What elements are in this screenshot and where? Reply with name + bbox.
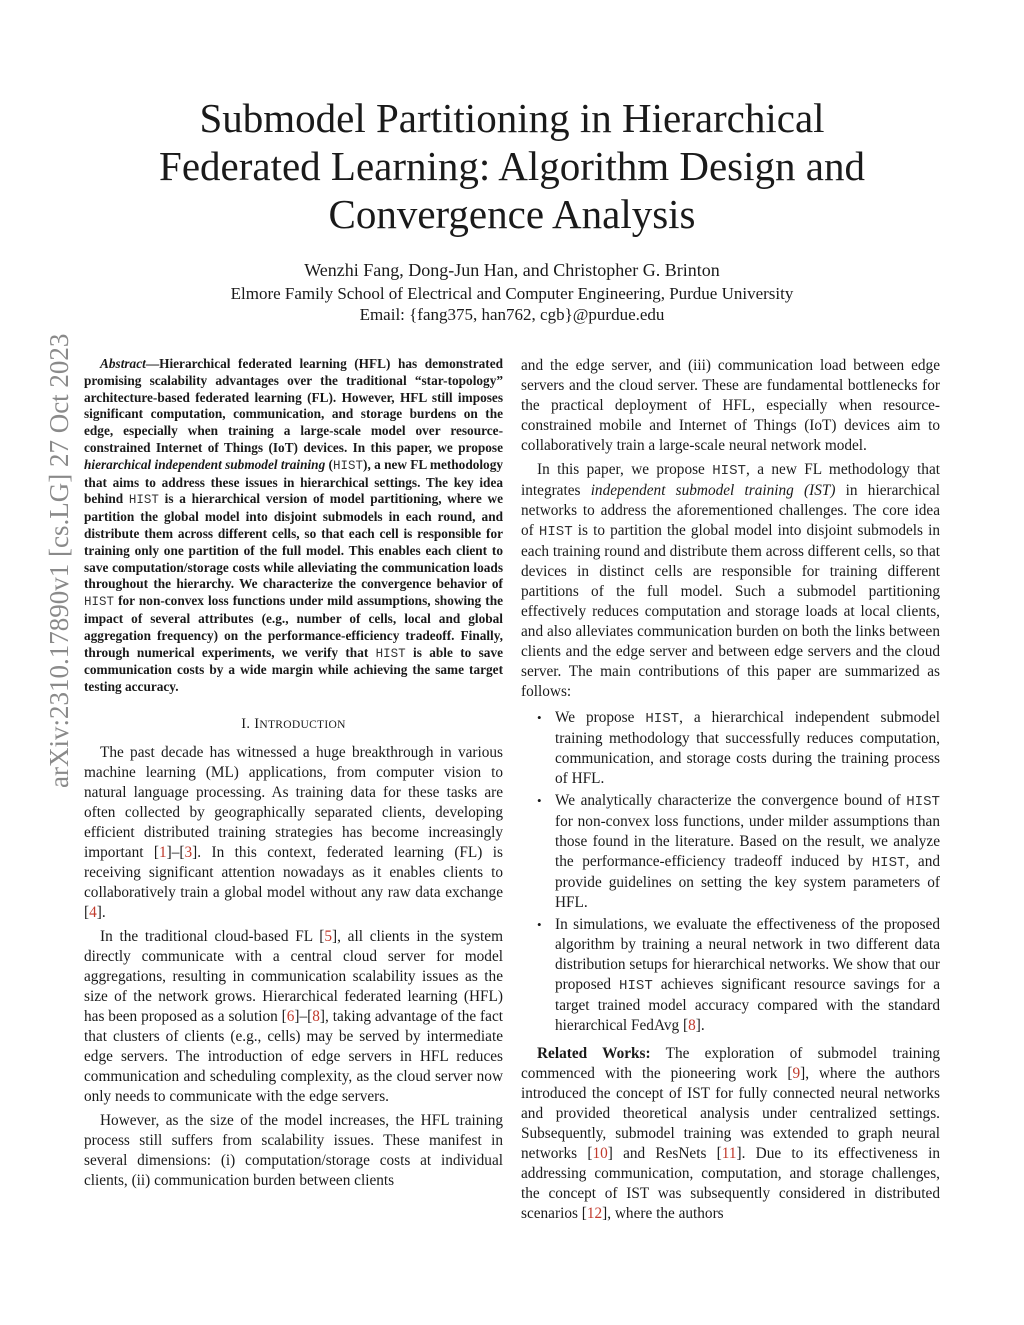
section-heading-introduction bbox=[84, 714, 503, 735]
citation-link[interactable]: 10 bbox=[592, 1145, 608, 1162]
bullet-icon: • bbox=[537, 917, 542, 932]
related-works-paragraph bbox=[521, 1044, 940, 1224]
bullet-icon: • bbox=[537, 793, 542, 808]
hist-code: HIST bbox=[333, 458, 364, 473]
text: The past decade has witnessed a huge breakthrough in various machine learning (ML) applications, from computer vision to natural language processing. As training data for these tasks are often collected by geographically separated clients, developing efficient distributed training strategies has become increasingly important [ bbox=[84, 743, 503, 861]
text: In simulations, we evaluate the effectiveness of the proposed algorithm by training a neural network in two different data distribution setups for hierarchical networks. We show that our proposed bbox=[555, 916, 940, 993]
intro-paragraph bbox=[84, 743, 503, 923]
intro-paragraph bbox=[521, 460, 940, 702]
text: , a hierarchical independent submodel training methodology that successfully reduces computation, communication, and storage costs during the training process of HFL. bbox=[555, 709, 940, 787]
text: for non-convex loss functions, under milder assumptions than those found in the literature. Based on the result, we analyze the performance-efficiency tradeoff induced by bbox=[555, 813, 940, 870]
list-item bbox=[537, 708, 940, 789]
hist-code: HIST bbox=[619, 978, 653, 994]
abstract bbox=[84, 356, 503, 696]
text: ]–[ bbox=[294, 1007, 313, 1025]
hist-code: HIST bbox=[645, 711, 680, 727]
ist-emphasis: independent submodel training (IST) bbox=[590, 482, 836, 499]
citation-link[interactable]: 8 bbox=[688, 1017, 696, 1034]
text: ], taking advantage of the fact that clusters of clients (e.g., cells) may be served by intermediate edge servers. The introduction of edge servers in HFL reduces communication and scheduling complexity, as the cloud server now only needs to communicate with the edge servers. bbox=[84, 1007, 503, 1105]
text: is to partition the global model into disjoint submodels in each training round and distribute them across different cells, so that devices in distinct cells are responsible for training different partitions of the full model. Such a submodel partitioning effectively reduces computation and storage loads at local clients, and also alleviates communication burden on both the links between clients and the edge server and between edge servers and the cloud server. The main contributions of this paper are summarized as follows: bbox=[521, 522, 940, 700]
text: achieves significant resource savings for a target trained model accuracy compared with the standard hierarchical FedAvg [ bbox=[555, 976, 941, 1034]
email: Email: {fang375, han762, cgb}@purdue.edu bbox=[359, 305, 665, 324]
right-column bbox=[521, 356, 940, 1228]
list-item bbox=[537, 915, 941, 1036]
citation-link[interactable]: 6 bbox=[286, 1007, 295, 1025]
citation-link[interactable]: 9 bbox=[792, 1065, 801, 1082]
bullet-icon: • bbox=[537, 710, 542, 725]
text: in hierarchical networks to address the aforementioned challenges. The core idea of bbox=[521, 482, 940, 539]
section-title-rest: NTRODUCTION bbox=[259, 718, 346, 731]
section-initial: I bbox=[254, 715, 260, 732]
text: ]. Due to its effectiveness in addressing communication, computation, and storage challenges, the concept of IST was subsequently considered in distributed scenarios [ bbox=[521, 1145, 940, 1222]
citation-link[interactable]: 11 bbox=[721, 1145, 737, 1162]
paper-title bbox=[100, 94, 924, 238]
citation-link[interactable]: 8 bbox=[312, 1007, 320, 1025]
citation-link[interactable]: 5 bbox=[324, 927, 333, 945]
contributions-list bbox=[521, 708, 940, 1036]
author-names: Wenzhi Fang, Dong-Jun Han, and Christopher G. Brinton bbox=[304, 260, 720, 280]
citation-link[interactable]: 1 bbox=[159, 843, 167, 861]
hist-code: HIST bbox=[871, 855, 906, 871]
text: ]. bbox=[96, 903, 106, 921]
abstract-text: ), a new FL methodology that aims to address these issues in hierarchical settings. The key idea behind bbox=[84, 456, 504, 507]
hist-code: HIST bbox=[84, 595, 115, 610]
citation-link[interactable]: 3 bbox=[184, 843, 193, 861]
text: ], where the authors introduced the concept of IST for fully connected neural networks and provided theoretical analysis under centralized settings. Subsequently, submodel training was extended to graph neural networks [ bbox=[521, 1065, 940, 1162]
hist-code: HIST bbox=[128, 493, 159, 508]
left-column bbox=[84, 356, 503, 1195]
intro-paragraph bbox=[84, 927, 503, 1107]
text: We analytically characterize the convergence bound of bbox=[555, 792, 907, 809]
text: ]–[ bbox=[166, 843, 185, 861]
text: , and provide guidelines on setting the key system parameters of HFL. bbox=[555, 853, 940, 911]
abstract-text: is able to save communication costs by a wide margin while achieving the same target testing accuracy. bbox=[84, 644, 503, 695]
text: ] and ResNets [ bbox=[607, 1145, 722, 1162]
abstract-dash: — bbox=[145, 356, 160, 371]
text: ]. In this context, federated learning (FL) is receiving significant attention nowadays as it enables clients to collaboratively train a global model without any raw data exchange [ bbox=[84, 843, 503, 921]
hist-code: HIST bbox=[375, 646, 406, 661]
abstract-text: ( bbox=[325, 456, 333, 472]
abstract-label: Abstract bbox=[100, 356, 146, 371]
author-block bbox=[100, 260, 924, 325]
related-works-heading: Related Works: bbox=[537, 1045, 651, 1062]
title-line: Convergence Analysis bbox=[328, 191, 696, 237]
abstract-text: is a hierarchical version of model partitioning, where we partition the global model into disjoint submodels in each round, and distribute them across different cells, so that each cell is responsible for training only one partition of the full model. This enables each client to save computation/storage costs while alleviating the communication loads throughout the hierarchy. We characterize the convergence behavior of bbox=[84, 491, 503, 592]
section-number: I. bbox=[241, 715, 255, 732]
abstract-text: for non-convex loss functions under mild assumptions, showing the impact of several attributes (e.g., number of cells, local and global aggregation frequency) on the performance-efficiency tradeoff. Finally, through numerical experiments, we verify that bbox=[84, 593, 503, 660]
text: ], where the authors bbox=[602, 1205, 724, 1222]
arxiv-stamp: arXiv:2310.17890v1 [cs.LG] 27 Oct 2023 bbox=[44, 333, 74, 788]
text: In this paper, we propose bbox=[537, 461, 713, 478]
hist-code: HIST bbox=[906, 794, 940, 810]
citation-link[interactable]: 12 bbox=[586, 1205, 603, 1222]
title-line: Submodel Partitioning in Hierarchical bbox=[199, 95, 825, 141]
text: ]. bbox=[695, 1017, 705, 1034]
text: The exploration of submodel training commenced with the pioneering work [ bbox=[521, 1045, 940, 1082]
text: , a new FL methodology that integrates bbox=[521, 461, 940, 499]
list-item bbox=[537, 791, 940, 913]
title-line: Federated Learning: Algorithm Design and bbox=[159, 143, 865, 189]
hist-code: HIST bbox=[538, 524, 573, 540]
hist-code: HIST bbox=[712, 463, 746, 479]
abstract-emphasis: hierarchical independent submodel training bbox=[84, 456, 326, 472]
intro-paragraph-continued: and the edge server, and (iii) communication load between edge servers and the cloud server. These are fundamental bottlenecks for the practical deployment of HFL, especially when resource-constrained mobile and Internet of Things (IoT) devices aim to collaboratively train a large-scale neural network model. bbox=[521, 357, 940, 454]
abstract-text: Hierarchical federated learning (HFL) has demonstrated promising scalability advantages over the traditional “star-topology” architecture-based federated learning (FL). However, HFL still imposes significant computation, communication, and storage burdens on the edge, especially when training a large-scale model over resource-constrained Internet of Things (IoT) devices. In this paper, we propose bbox=[84, 356, 503, 455]
text: ], all clients in the system directly communicate with a central cloud server for model aggregations, resulting in communication scalability issues as the size of the network grows. Hierarchical federated learning (HFL) has been proposed as a solution [ bbox=[84, 927, 503, 1025]
intro-paragraph: However, as the size of the model increases, the HFL training process still suffers from scalability issues. These manifest in several dimensions: (i) computation/storage costs at individual clients, (ii) communication burden between clients bbox=[84, 1111, 503, 1189]
citation-link[interactable]: 4 bbox=[89, 903, 97, 921]
affiliation: Elmore Family School of Electrical and Computer Engineering, Purdue University bbox=[230, 284, 794, 303]
text: We propose bbox=[555, 709, 646, 726]
text: In the traditional cloud-based FL [ bbox=[100, 927, 325, 945]
